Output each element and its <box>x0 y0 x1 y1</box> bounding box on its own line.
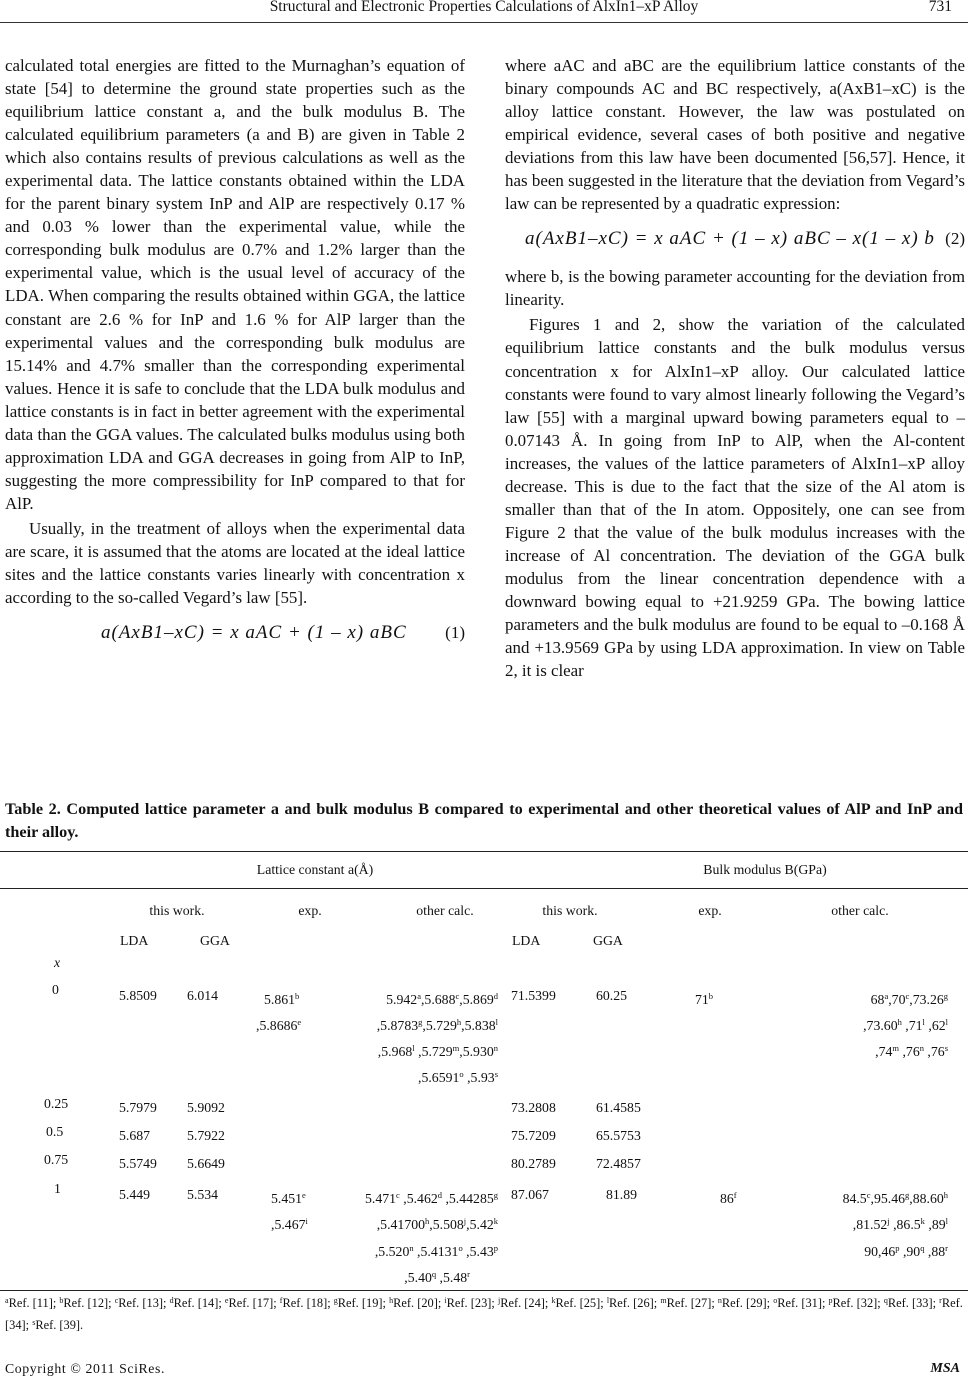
right-paragraph-1: where aAC and aBC are the equilibrium lattice constants of the binary compounds AC and BC respectively, a(AxB1–xC) is the alloy lattice constant. However, the law was postulated on empirical evidence, several cases of both positive and negative deviations from this law have been documented [56,57]. Hence, it has been suggested in the literature that the deviation from Vegard’s law can be represented by a quadratic expression: <box>505 56 965 214</box>
row-1-b-lda: 73.2808 <box>511 1100 556 1115</box>
row-0-a-other-4: ,5.6591$^o$ ,5.93$^s$ <box>418 1069 498 1085</box>
row-2-x: 0.5 <box>46 1124 64 1139</box>
row-1-a-gga: 5.9092 <box>187 1100 225 1115</box>
equation-2-body: a(AxB1–xC) = x aAC + (1 – x) aBC – x(1 – x) b <box>525 228 935 250</box>
method-a-lda: LDA <box>120 933 149 948</box>
x-column-label: x <box>54 955 61 970</box>
row-4-b-other-3: 90,46$^p$ ,90$^q$ ,88$^r$ <box>864 1243 948 1259</box>
subheader-b-exp: exp. <box>698 903 722 918</box>
row-0-a-other-1: 5.942$^a$,5.688$^c$,5.869$^d$ <box>386 991 498 1007</box>
row-0-a-other-3: ,5.968$^l$ ,5.729$^m$,5.930$^n$ <box>377 1043 498 1059</box>
equation-1-number: (1) <box>445 623 465 643</box>
method-b-lda: LDA <box>512 933 541 948</box>
equation-2-number: (2) <box>945 229 965 249</box>
row-0-a-exp-2: ,5.8686e <box>256 1017 302 1033</box>
subheader-b-this-work: this work. <box>542 903 598 918</box>
row-4-b-other-2: ,81.52$^j$ ,86.5$^k$ ,89$^l$ <box>852 1216 948 1232</box>
row-0-b-other-3: ,74$^m$ ,76$^n$ ,76$^s$ <box>875 1043 948 1059</box>
row-0-b-lda: 71.5399 <box>511 988 556 1003</box>
row-1-a-lda: 5.7979 <box>119 1100 157 1115</box>
row-0-b-other-1: 68$^a$,70$^c$,73.26$^g$ <box>870 991 948 1007</box>
row-4-a-exp-2: ,5.467$^i$ <box>271 1216 308 1232</box>
subheader-a-exp: exp. <box>298 903 322 918</box>
table-rule-top <box>0 851 968 852</box>
row-4-a-other-3: ,5.520$^n$ ,5.4131$^o$ ,5.43$^p$ <box>374 1243 498 1259</box>
subheader-a-this-work: this work. <box>149 903 205 918</box>
running-title: Structural and Electronic Properties Calculations of AlxIn1–xP Alloy <box>269 0 699 15</box>
subheader-b-other: other calc. <box>831 903 889 918</box>
right-paragraph-3: Figures 1 and 2, show the variation of the calculated equilibrium lattice constants and the bulk modulus versus concentration x for AlxIn1–xP alloy. Our calculated lattice constants were found to vary almost linearly following the Vegard’s law [55] with a marginal upward bowing parameters equal to –0.07143 Å. In going from InP to AlP, when the Al-content increases, the values of the lattice parameters of AlxIn1–xP alloy decrease. This is due to the fact that the size of the Al atom is smaller than that of the In atom. Oppositely, one can see from Figure 2 that the value of the bulk modulus increases with the increase of Al concentration. The deviation of the GGA bulk modulus from the linear concentration dependence with a downward bowing equal to +21.9259 GPa. The bowing lattice parameters and the bulk modulus are found to be equal to –0.168 Å and +13.9569 GPa by using LDA approximation. In view on Table 2, it is clear <box>505 315 965 681</box>
row-0-b-gga: 60.25 <box>596 988 628 1003</box>
row-0-b-other-2: ,73.60$^h$ ,71$^l$ ,62$^l$ <box>863 1017 948 1033</box>
table-caption: Table 2. Computed lattice parameter a and bulk modulus B compared to experimental and other theoretical values of AlP and InP and their alloy. <box>5 800 963 841</box>
row-2-a-gga: 5.7922 <box>187 1128 225 1143</box>
row-3-x: 0.75 <box>44 1152 69 1167</box>
row-0-a-lda: 5.8509 <box>119 988 157 1003</box>
method-b-gga: GGA <box>593 933 623 948</box>
equation-1-body: a(AxB1–xC) = x aAC + (1 – x) aBC <box>101 622 407 644</box>
row-4-b-lda: 87.067 <box>511 1187 549 1202</box>
row-3-b-gga: 72.4857 <box>596 1156 641 1171</box>
footer-copyright: Copyright © 2011 SciRes. <box>5 1361 166 1376</box>
row-4-b-other-1: 84.5$^c$,95.46$^g$,88.60$^h$ <box>842 1190 948 1206</box>
row-4-b-exp: 86$^f$ <box>720 1190 737 1206</box>
table-footnote: $^a$Ref. [11]; $^b$Ref. [12]; $^c$Ref. [13]; $^d$Ref. [14]; $^e$Ref. [17]; $^f$Ref. [18]; $^g$Ref. [19]; $^h$Ref. [20]; $^i$Ref. [23]; $^j$Ref. [24]; $^k$Ref. [25]; $^l$Ref. [26]; $^m$Ref. [27]; $^n$Ref. [29]; $^o$Ref. [31]; $^p$Ref. [32]; $^q$Ref. [33]; $^r$Ref. [34]; $^s$Ref. [39]. <box>5 1296 963 1332</box>
row-0-a-other-2: ,5.8783$^g$,5.729$^h$,5.838$^l$ <box>376 1017 498 1033</box>
row-4-a-other-1: 5.471$^c$ ,5.462$^d$ ,5.44285$^g$ <box>364 1190 498 1206</box>
right-paragraph-2: where b, is the bowing parameter accounting for the deviation from linearity. <box>505 267 965 310</box>
row-4-x: 1 <box>54 1181 61 1196</box>
row-1-x: 0.25 <box>44 1096 69 1111</box>
row-1-b-gga: 61.4585 <box>596 1100 641 1115</box>
method-a-gga: GGA <box>200 933 230 948</box>
row-4-a-other-4: ,5.40$^q$ ,5.48$^r$ <box>404 1269 470 1285</box>
row-4-a-exp-1: 5.451e <box>271 1190 306 1206</box>
table-rule-header <box>0 888 968 889</box>
row-0-a-gga: 6.014 <box>187 988 219 1003</box>
header-lattice-constant: Lattice constant a(Å) <box>256 862 374 877</box>
row-3-a-gga: 5.6649 <box>187 1156 225 1171</box>
row-4-a-gga: 5.534 <box>187 1187 219 1202</box>
row-4-a-other-2: ,5.41700$^h$,5.508$^j$,5.42$^k$ <box>376 1216 498 1232</box>
row-0-b-exp: 71$^b$ <box>695 991 714 1007</box>
left-paragraph-1: calculated total energies are fitted to the Murnaghan’s equation of state [54] to determine the ground state properties such as the equilibrium lattice constant a, and the bulk modulus B. The calculated equilibrium parameters (a and B) are given in Table 2 which also contains results of previous calculations as well as the experimental data. The lattice constants obtained within the LDA for the parent binary system InP and AlP are respectively 0.17 % and 0.03 % lower than the experimental value, while the corresponding bulk modulus are 0.7% and 1.2% larger than the experimental value, which is the usual level of accuracy of the LDA. When comparing the results obtained within GGA, the lattice constant are 2.6 % for InP and 1.6 % for AlP larger than the experimental values and the corresponding bulk modulus are 15.14% and 4.7% smaller than the corresponding experimental values. Hence it is safe to conclude that the LDA bulk modulus and lattice constants is in fact in better agreement with the experimental data than the GGA values. The calculated bulks modulus using both approximation LDA and GGA decreases in going from AlP to InP, suggesting the more compressibility for InP compared to that for AlP. <box>5 56 465 513</box>
row-2-a-lda: 5.687 <box>119 1128 151 1143</box>
header-bulk-modulus: Bulk modulus B(GPa) <box>703 862 827 877</box>
footer-journal: MSA <box>930 1361 960 1376</box>
subheader-a-other: other calc. <box>416 903 474 918</box>
row-0-a-exp-1: 5.861$^b$ <box>264 991 300 1007</box>
row-2-b-gga: 65.5753 <box>596 1128 641 1143</box>
row-3-a-lda: 5.5749 <box>119 1156 157 1171</box>
row-4-b-gga: 81.89 <box>606 1187 638 1202</box>
page-number: 731 <box>928 0 952 15</box>
row-4-a-lda: 5.449 <box>119 1187 151 1202</box>
row-2-b-lda: 75.7209 <box>511 1128 556 1143</box>
row-0-x: 0 <box>52 982 59 997</box>
left-paragraph-2: Usually, in the treatment of alloys when the experimental data are scare, it is assumed that the atoms are located at the ideal lattice sites and the lattice constants varies linearly with concentration x according to the so-called Vegard’s law [55]. <box>5 518 465 608</box>
row-3-b-lda: 80.2789 <box>511 1156 556 1171</box>
